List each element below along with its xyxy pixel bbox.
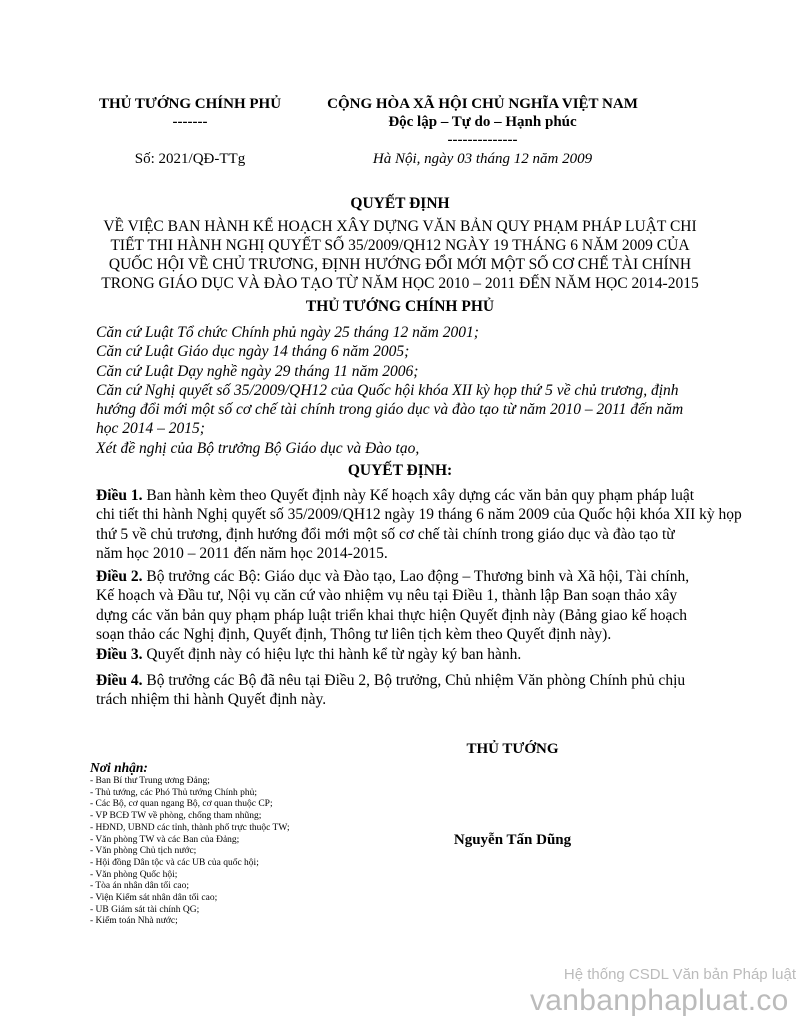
article-text: Bộ trưởng các Bộ đã nêu tại Điều 2, Bộ trưởng, Chủ nhiệm Văn phòng Chính phủ chịu: [142, 672, 686, 689]
subject: [0, 217, 800, 293]
recipient-item: - Thủ tướng, các Phó Thủ tướng Chính phủ;: [90, 787, 257, 798]
subject-line: TRONG GIÁO DỤC VÀ ĐÀO TẠO TỪ NĂM HỌC 2010 – 2011 ĐẾN NĂM HỌC 2014-2015: [101, 275, 699, 292]
recipient-item: - Kiểm toán Nhà nước;: [90, 916, 178, 927]
issuer-heading: THỦ TƯỚNG CHÍNH PHỦ: [305, 298, 495, 315]
article-text: Ban hành kèm theo Quyết định này Kế hoạch xây dựng các văn bản quy phạm pháp luật: [142, 487, 695, 504]
signer-name: Nguyễn Tấn Dũng: [453, 832, 572, 848]
document-number: Số: 2021/QĐ-TTg: [134, 151, 246, 167]
article-text: Kế hoạch và Đầu tư, Nội vụ căn cứ vào nhiệm vụ nêu tại Điều 1, thành lập Ban soạn thảo xây: [96, 587, 678, 605]
recipients-title: Nơi nhận:: [90, 760, 148, 775]
article-text: soạn thảo các Nghị định, Quyết định, Thông tư liên tịch kèm theo Quyết định này).: [96, 625, 612, 643]
recipient-item: - Văn phòng TW và các Ban của Đảng;: [90, 834, 240, 845]
recipient-item: - VP BCĐ TW về phòng, chống tham nhũng;: [90, 811, 262, 822]
article-3: [96, 645, 726, 664]
preamble-line: Căn cứ Nghị quyết số 35/2009/QH12 của Quốc hội khóa XII kỳ họp thứ 5 về chủ trương, định: [96, 381, 679, 399]
article-text: thứ 5 về chủ trương, định hướng đổi mới một số cơ chế tài chính trong giáo dục và đào tạo từ: [96, 525, 675, 543]
agency-rule: -------: [172, 114, 208, 130]
article-text: trách nhiệm thi hành Quyết định này.: [96, 691, 327, 709]
preamble-line: Xét đề nghị của Bộ trưởng Bộ Giáo dục và Đào tạo,: [96, 439, 420, 457]
signature-title: THỦ TƯỚNG: [466, 741, 559, 757]
article-2: [96, 567, 726, 644]
article-text: dựng các văn bản quy phạm pháp luật triển khai thực hiện Quyết định này (Bảng giao kế hoạch: [96, 606, 687, 624]
recipient-item: - Tòa án nhân dân tối cao;: [90, 881, 190, 892]
subject-line: QUỐC HỘI VỀ CHỦ TRƯƠNG, ĐỊNH HƯỚNG ĐỔI MỚI MỘT SỐ CƠ CHẾ TÀI CHÍNH: [108, 256, 692, 273]
nation-name: CỘNG HÒA XÃ HỘI CHỦ NGHĨA VIỆT NAM: [327, 96, 638, 112]
agency-block: [85, 95, 295, 131]
motto: Độc lập – Tự do – Hạnh phúc: [388, 114, 577, 130]
article-text: chi tiết thi hành Nghị quyết số 35/2009/QH12 ngày 19 tháng 6 năm 2009 của Quốc hội khóa XII kỳ họp: [96, 506, 742, 524]
recipient-item: - Hội đồng Dân tộc và các UB của quốc hội;: [90, 857, 259, 868]
article-text: Bộ trưởng các Bộ: Giáo dục và Đào tạo, Lao động – Thương binh và Xã hội, Tài chính,: [142, 568, 690, 585]
preamble-line: hướng đổi mới một số cơ chế tài chính trong giáo dục và đào tạo từ năm 2010 – 2011 đến năm: [96, 401, 684, 419]
motto-rule: --------------: [447, 132, 518, 148]
article-text: Quyết định này có hiệu lực thi hành kể từ ngày ký ban hành.: [142, 646, 522, 663]
preamble-line: Căn cứ Luật Dạy nghề ngày 29 tháng 11 năm 2006;: [96, 362, 419, 380]
subject-line: VỀ VIỆC BAN HÀNH KẾ HOẠCH XÂY DỰNG VĂN BẢN QUY PHẠM PHÁP LUẬT CHI: [103, 218, 697, 235]
article-4: [96, 671, 726, 710]
preamble-line: Căn cứ Luật Giáo dục ngày 14 tháng 6 năm 2005;: [96, 343, 410, 361]
article-label: Điều 1.: [96, 487, 143, 504]
recipient-item: - Các Bộ, cơ quan ngang Bộ, cơ quan thuộc CP;: [90, 799, 273, 810]
decision-heading: QUYẾT ĐỊNH:: [347, 462, 453, 479]
preamble-line: Căn cứ Luật Tổ chức Chính phủ ngày 25 tháng 12 năm 2001;: [96, 324, 479, 341]
recipients: [90, 760, 420, 928]
watermark-site: vanbanphapluat.co: [530, 984, 789, 1017]
subject-line: TIẾT THI HÀNH NGHỊ QUYẾT SỐ 35/2009/QH12 NGÀY 19 THÁNG 6 NĂM 2009 CỦA: [110, 237, 690, 254]
preamble: [96, 323, 726, 458]
preamble-line: học 2014 – 2015;: [96, 420, 205, 438]
article-label: Điều 4.: [96, 672, 143, 689]
place-date: Hà Nội, ngày 03 tháng 12 năm 2009: [372, 151, 593, 167]
watermark-caption: Hệ thống CSDL Văn bản Pháp luật: [563, 966, 796, 983]
recipient-item: - Văn phòng Quốc hội;: [90, 869, 178, 880]
nation-block: [300, 95, 665, 149]
article-text: năm học 2010 – 2011 đến năm học 2014-2015.: [96, 544, 388, 562]
recipient-item: - HĐND, UBND các tỉnh, thành phố trực thuộc TW;: [90, 822, 290, 833]
agency-name: THỦ TƯỚNG CHÍNH PHỦ: [98, 96, 282, 112]
article-1: [96, 486, 742, 563]
article-label: Điều 2.: [96, 568, 143, 585]
recipient-item: - Ban Bí thư Trung ương Đảng;: [90, 776, 210, 786]
recipient-item: - Viện Kiểm sát nhân dân tối cao;: [90, 893, 218, 904]
recipient-item: - UB Giám sát tài chính QG;: [90, 904, 200, 915]
recipient-item: - Văn phòng Chủ tịch nước;: [90, 846, 197, 857]
article-label: Điều 3.: [96, 646, 143, 663]
document-type: QUYẾT ĐỊNH: [350, 195, 450, 212]
